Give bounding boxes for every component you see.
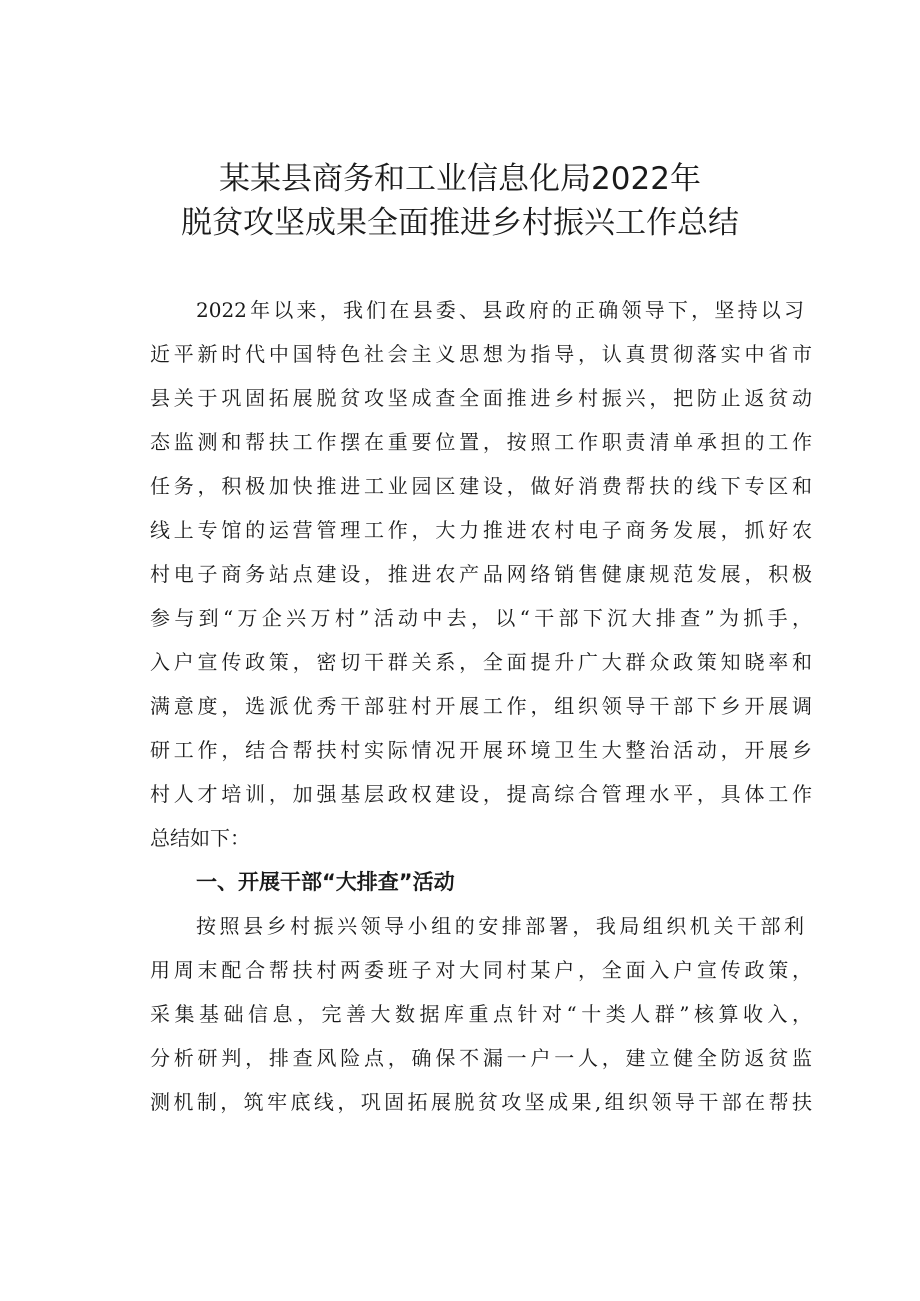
section-1-line-1: 按照县乡村振兴领导小组的安排部署，我局组织机关干部利 — [196, 914, 804, 938]
section-1-line-4: 分析研判，排查风险点，确保不漏一户一人，建立健全防返贫监 — [150, 1046, 812, 1070]
section-1-line-5: 测机制，筑牢底线，巩固拓展脱贫攻坚成果,组织领导干部在帮扶 — [150, 1090, 812, 1114]
section-1-line-2: 用周末配合帮扶村两委班子对大同村某户，全面入户宣传政策， — [150, 958, 812, 982]
section-1-line-3: 采集基础信息，完善大数据库重点针对“十类人群”核算收入， — [150, 1002, 812, 1026]
intro-line-13: 总结如下： — [150, 826, 250, 850]
document-title-line-2: 脱贫攻坚成果全面推进乡村振兴工作总结 — [181, 205, 739, 241]
intro-line-10: 满意度，选派优秀干部驻村开展工作，组织领导干部下乡开展调 — [150, 694, 812, 718]
intro-line-1: 2022年以来，我们在县委、县政府的正确领导下，坚持以习 — [196, 298, 804, 322]
section-1-heading: 一、开展干部“大排查”活动 — [196, 870, 455, 894]
intro-line-6: 线上专馆的运营管理工作，大力推进农村电子商务发展，抓好农 — [150, 518, 812, 542]
intro-line-9: 入户宣传政策，密切干群关系，全面提升广大群众政策知晓率和 — [150, 650, 812, 674]
intro-line-11: 研工作，结合帮扶村实际情况开展环境卫生大整治活动，开展乡 — [150, 738, 812, 762]
intro-line-4: 态监测和帮扶工作摆在重要位置，按照工作职责清单承担的工作 — [150, 430, 812, 454]
intro-line-5: 任务，积极加快推进工业园区建设，做好消费帮扶的线下专区和 — [150, 474, 812, 498]
intro-line-2: 近平新时代中国特色社会主义思想为指导，认真贯彻落实中省市 — [150, 342, 812, 366]
intro-line-7: 村电子商务站点建设，推进农产品网络销售健康规范发展，积极 — [150, 562, 812, 586]
intro-line-8: 参与到“万企兴万村”活动中去，以“干部下沉大排查”为抓手， — [150, 606, 812, 630]
document-title-line-1: 某某县商务和工业信息化局2022年 — [219, 161, 701, 197]
intro-line-3: 县关于巩固拓展脱贫攻坚成查全面推进乡村振兴，把防止返贫动 — [150, 386, 812, 410]
intro-line-12: 村人才培训，加强基层政权建设，提高综合管理水平，具体工作 — [150, 782, 812, 806]
